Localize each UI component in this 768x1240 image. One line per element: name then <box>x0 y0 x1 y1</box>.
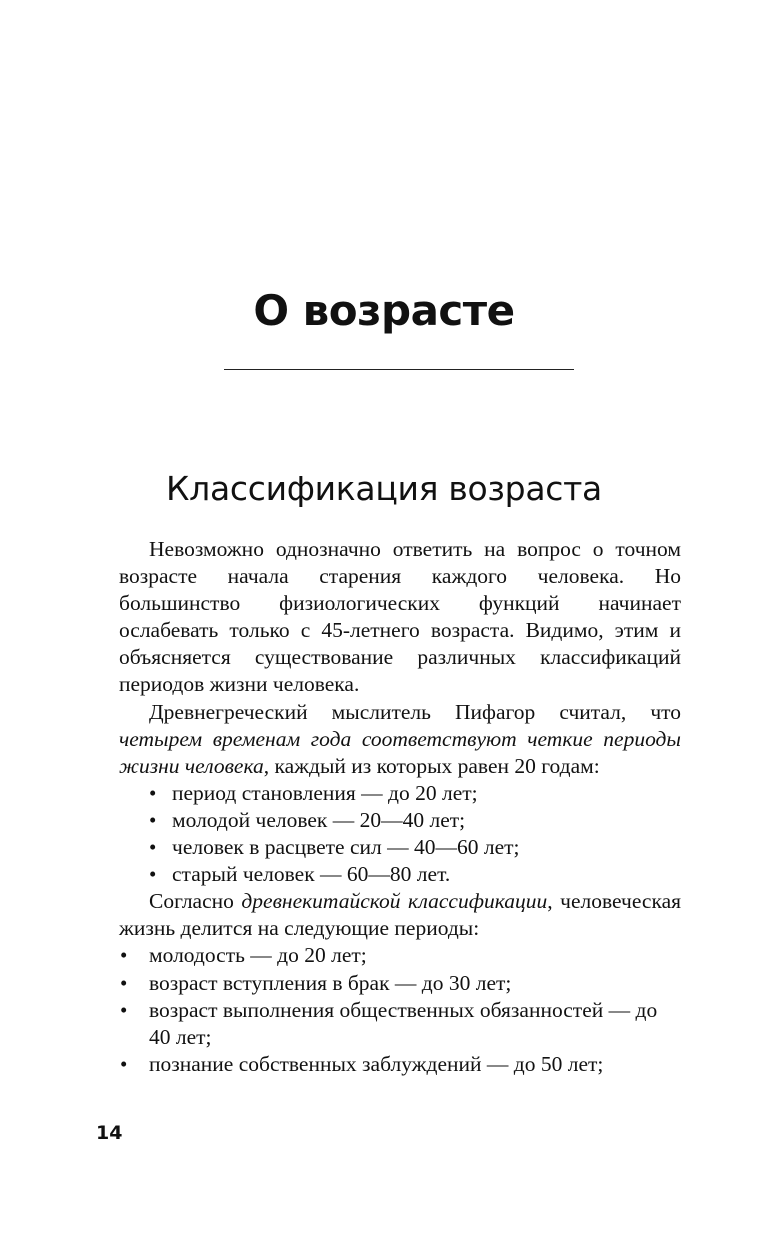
paragraph-chinese-lead: Согласно <box>149 889 242 914</box>
body-text <box>119 536 681 1078</box>
bullet-icon: • <box>149 807 157 832</box>
bullet-icon: • <box>149 780 157 805</box>
list-item <box>119 1051 681 1078</box>
list-item-text: молодость — до 20 лет; <box>149 943 367 968</box>
list-item <box>119 970 681 997</box>
paragraph-chinese <box>119 888 681 942</box>
page-number: 14 <box>96 1122 123 1144</box>
bullet-icon: • <box>149 835 157 860</box>
paragraph-chinese-emphasis: древнекитайской классификации <box>241 889 548 914</box>
list-item <box>119 780 681 807</box>
paragraph-age-onset: Невозможно однозначно ответить на вопрос о точном возрасте начала старения каждого человека. Но большинство физиологических функций начинает ослабевать только с 45-летнего возраста. Видимо, этим и объясняется существование различных классификаций периодов жизни человека. <box>119 537 681 697</box>
paragraph-pythagoras-tail: , каждый из которых равен 20 годам: <box>263 753 600 778</box>
list-item <box>119 807 681 834</box>
bullet-icon: • <box>120 997 128 1022</box>
paragraph-chinese-tail: , человеческая жизнь делится на следующие периоды: <box>119 889 682 941</box>
chapter-title: О возрасте <box>253 286 515 335</box>
bullet-icon: • <box>149 862 157 887</box>
chinese-periods-list <box>119 942 681 1077</box>
pythagoras-periods-list <box>119 780 681 888</box>
list-item-text: возраст выполнения общественных обязанностей — до 40 лет; <box>149 997 658 1049</box>
list-item <box>119 834 681 861</box>
list-item-text: молодой человек — 20—40 лет; <box>172 807 466 832</box>
list-item-text: период становления — до 20 лет; <box>172 780 478 805</box>
list-item-text: познание собственных заблуждений — до 50 лет; <box>149 1051 604 1076</box>
bullet-icon: • <box>120 1051 128 1076</box>
paragraph-pythagoras-lead: Древнегреческий мыслитель Пифагор считал, что <box>149 699 681 724</box>
bullet-icon: • <box>120 943 128 968</box>
title-divider <box>224 369 574 370</box>
paragraph-pythagoras-emphasis: четырем временам года соответствуют четкие периоды жизни человека <box>119 726 681 778</box>
bullet-icon: • <box>120 970 128 995</box>
list-item-text: человек в расцвете сил — 40—60 лет; <box>172 835 520 860</box>
list-item <box>119 942 681 969</box>
list-item-text: старый человек — 60—80 лет. <box>172 862 451 887</box>
list-item <box>119 861 681 888</box>
list-item <box>119 997 681 1051</box>
list-item-text: возраст вступления в брак — до 30 лет; <box>149 970 512 995</box>
paragraph-pythagoras <box>119 699 681 780</box>
section-title: Классификация возраста <box>166 469 602 508</box>
